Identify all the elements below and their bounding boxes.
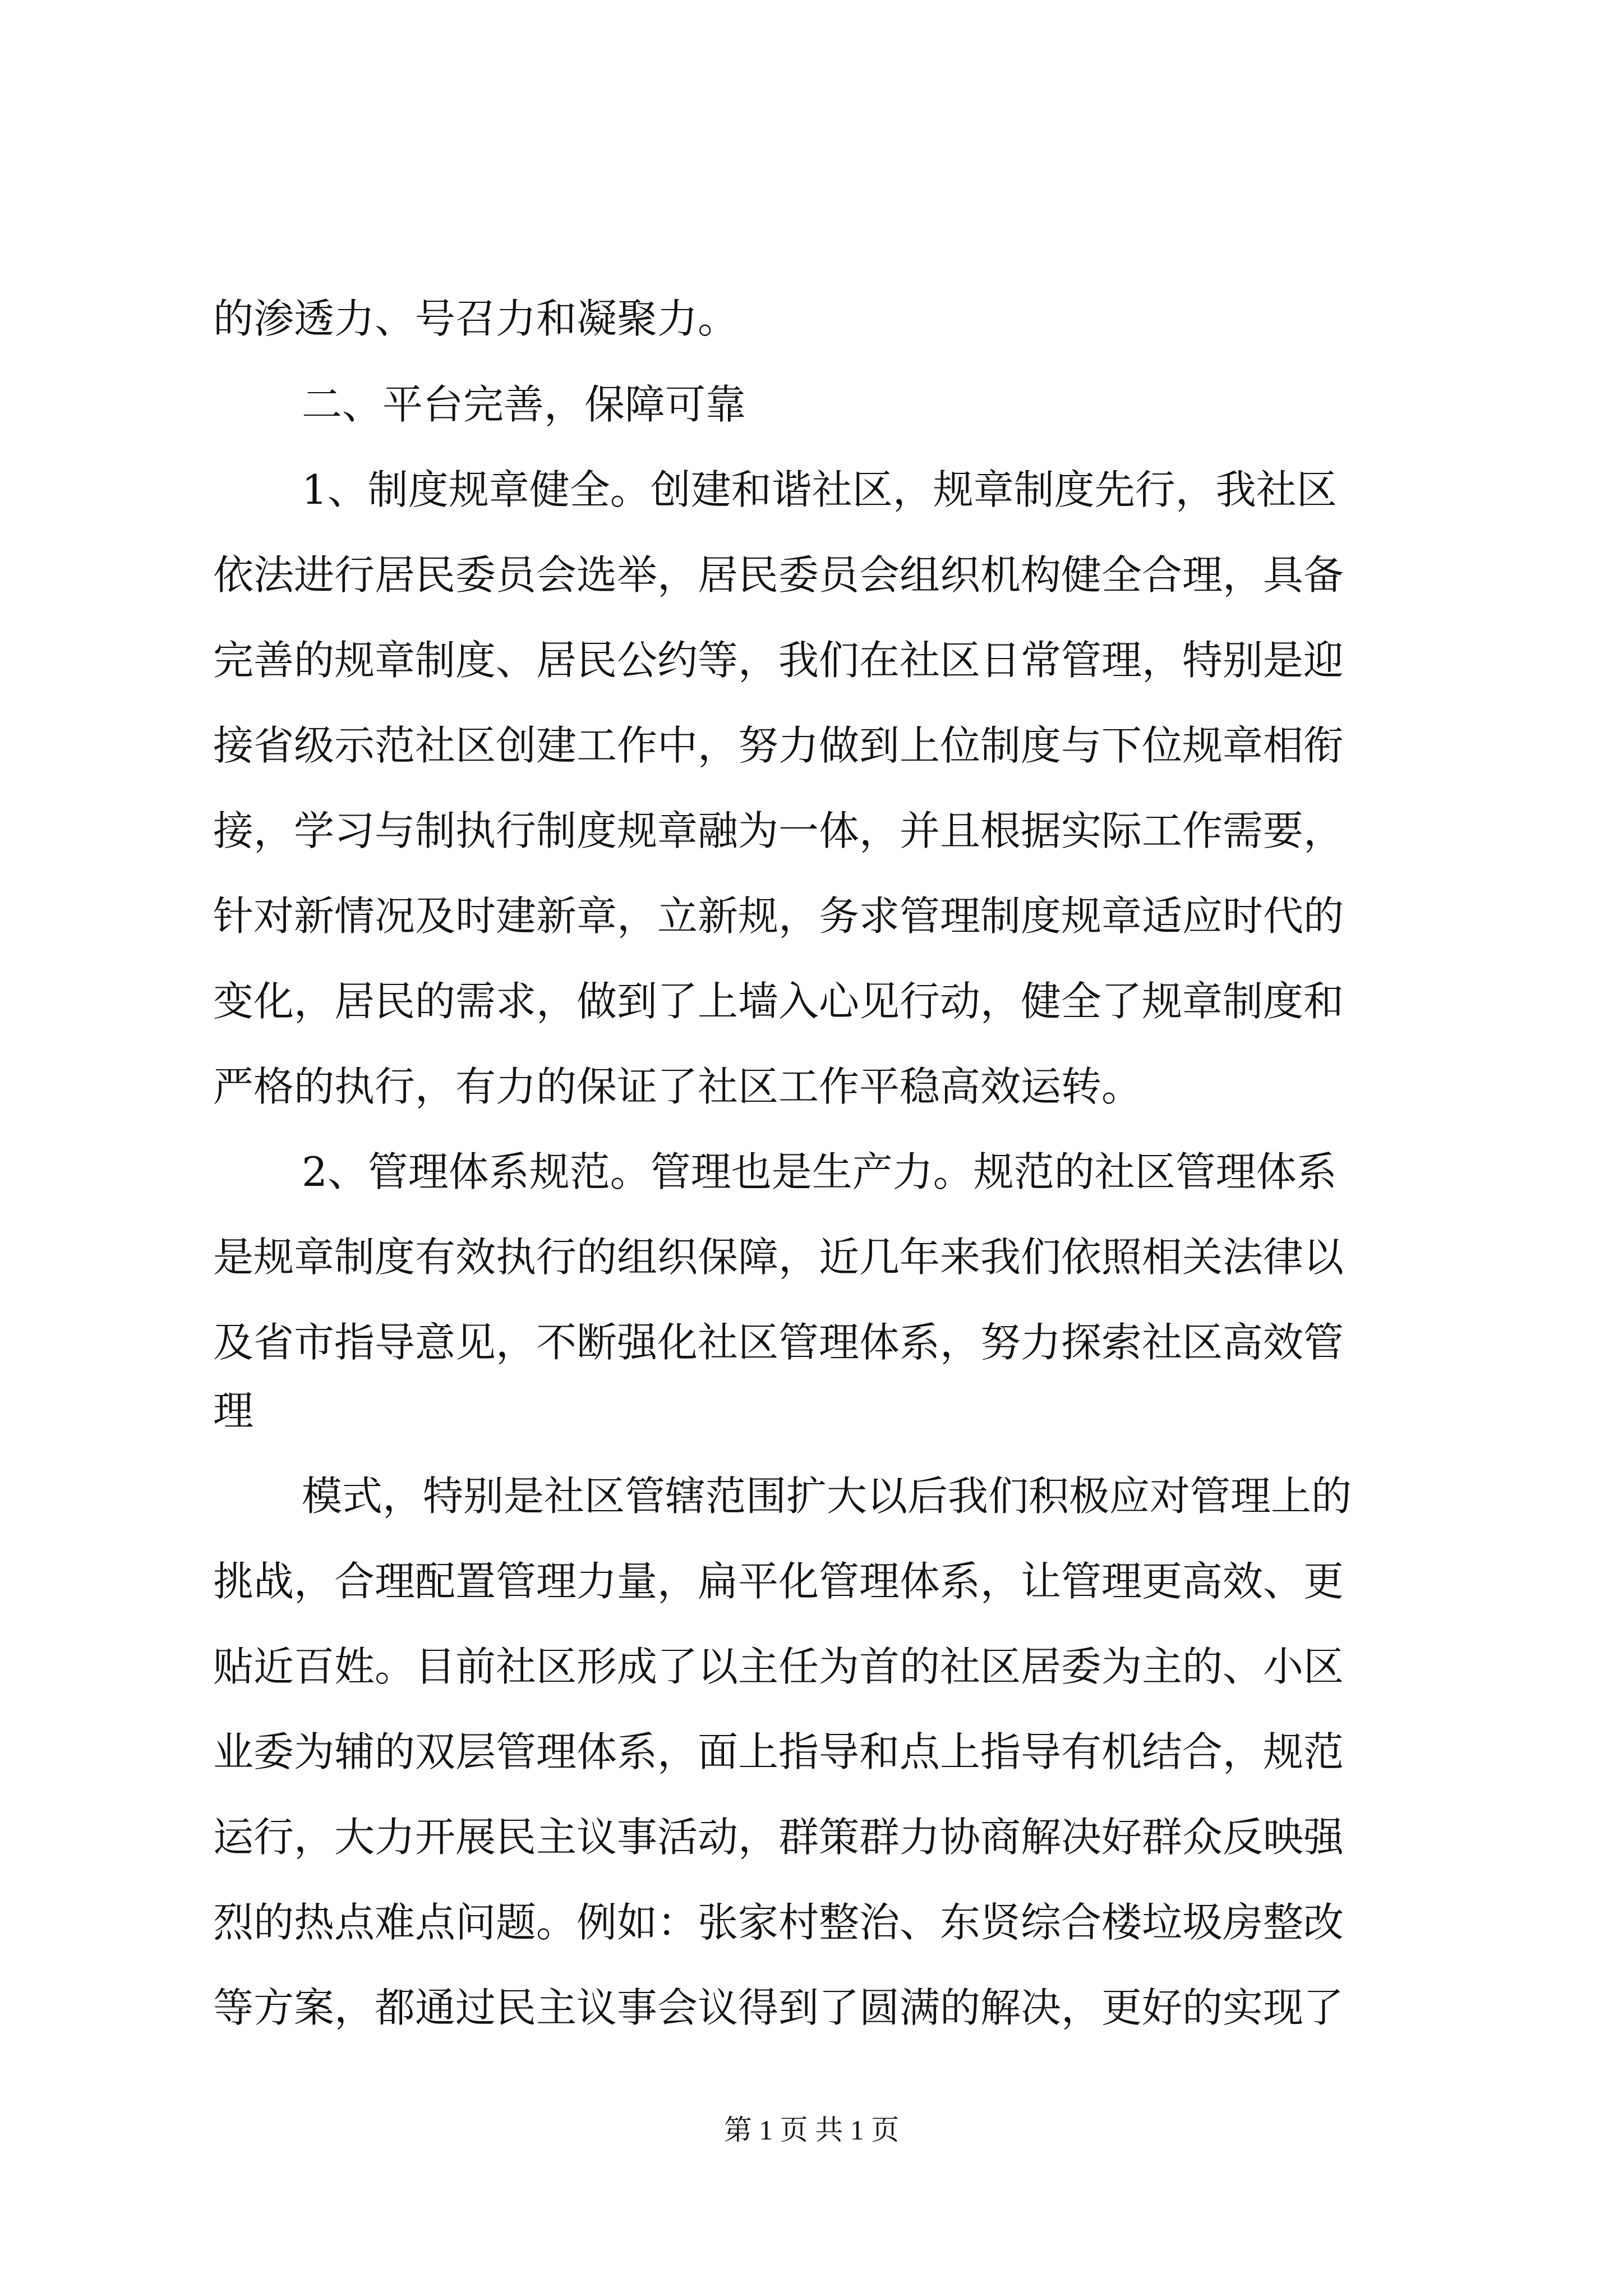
text-line: 是规章制度有效执行的组织保障，近几年来我们依照相关法律以	[213, 1234, 1344, 1281]
text-line: 挑战，合理配置管理力量，扁平化管理体系，让管理更高效、更	[213, 1558, 1344, 1605]
text-line: 接，学习与制执行制度规章融为一体，并且根据实际工作需要，	[213, 807, 1344, 854]
text-line: 针对新情况及时建新章，立新规，务求管理制度规章适应时代的	[213, 892, 1344, 940]
text-line: 变化，居民的需求，做到了上墙入心见行动，健全了规章制度和	[213, 978, 1344, 1025]
text-line: 理	[213, 1387, 254, 1434]
text-line: 2、管理体系规范。管理也是生产力。规范的社区管理体系	[302, 1148, 1337, 1195]
text-line: 等方案，都通过民主议事会议得到了圆满的解决，更好的实现了	[213, 1984, 1344, 2031]
text-line: 运行，大力开展民主议事活动，群策群力协商解决好群众反映强	[213, 1814, 1344, 1861]
text-line: 烈的热点难点问题。例如：张家村整治、东贤综合楼垃圾房整改	[213, 1899, 1344, 1946]
text-line: 完善的规章制度、居民公约等，我们在社区日常管理，特别是迎	[213, 637, 1344, 684]
text-line: 模式，特别是社区管辖范围扩大以后我们积极应对管理上的	[302, 1473, 1352, 1520]
section-heading: 二、平台完善，保障可靠	[302, 381, 746, 428]
text-line: 的渗透力、号召力和凝聚力。	[213, 295, 739, 342]
text-line: 及省市指导意见，不断强化社区管理体系，努力探索社区高效管	[213, 1319, 1344, 1366]
page-footer: 第 1 页 共 1 页	[723, 2114, 900, 2146]
text-line: 1、制度规章健全。创建和谐社区，规章制度先行，我社区	[302, 466, 1337, 513]
text-line: 接省级示范社区创建工作中，努力做到上位制度与下位规章相衔	[213, 722, 1344, 769]
text-line: 业委为辅的双层管理体系，面上指导和点上指导有机结合，规范	[213, 1728, 1344, 1775]
text-line: 依法进行居民委员会选举，居民委员会组织机构健全合理，具备	[213, 551, 1344, 599]
text-line: 严格的执行，有力的保证了社区工作平稳高效运转。	[213, 1063, 1142, 1110]
text-line: 贴近百姓。目前社区形成了以主任为首的社区居委为主的、小区	[213, 1643, 1344, 1690]
